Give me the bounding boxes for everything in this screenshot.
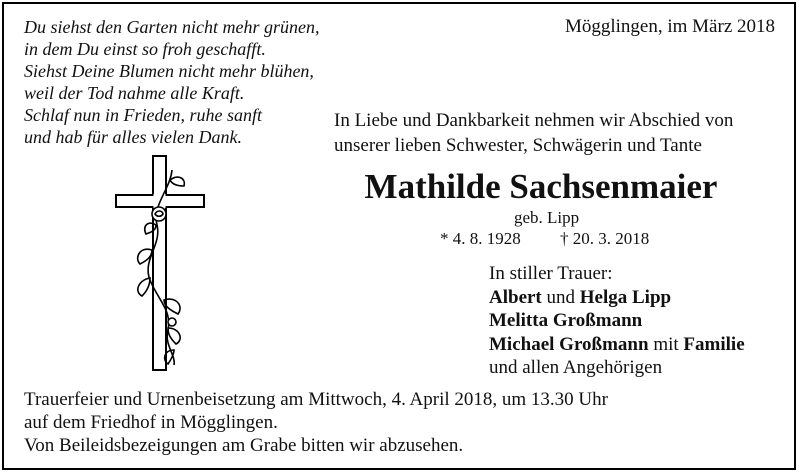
mourner-name: Melitta Großmann xyxy=(489,310,643,331)
mourners xyxy=(489,262,789,380)
footer-line: Trauerfeier und Urnenbeisetzung am Mittwoch, 4. April 2018, um 13.30 Uhr xyxy=(24,389,608,410)
poem-line: Siehst Deine Blumen nicht mehr blühen, xyxy=(24,61,314,81)
poem xyxy=(24,16,344,148)
footer-text xyxy=(24,388,724,457)
mourners-heading: In stiller Trauer: xyxy=(489,263,613,284)
mourner-name: Michael Großmann xyxy=(489,333,649,355)
intro-line: In Liebe und Dankbarkeit nehmen wir Abschied von xyxy=(334,110,734,131)
mourner-name: Albert xyxy=(489,286,542,308)
maiden-name: geb. Lipp xyxy=(514,208,580,227)
mourner-line xyxy=(489,286,789,310)
cross-with-rose-icon xyxy=(112,150,208,376)
connector-text: und xyxy=(541,286,580,308)
poem-line: weil der Tod nahme alle Kraft. xyxy=(24,83,245,103)
connector-text: mit xyxy=(648,333,684,355)
deceased-name: Mathilde Sachsenmaier xyxy=(364,167,718,206)
poem-line: in dem Du einst so froh geschafft. xyxy=(24,39,266,59)
poem-line: Schlaf nun in Frieden, ruhe sanft xyxy=(24,105,262,125)
mourner-name: Helga Lipp xyxy=(579,286,672,308)
death-date: † 20. 3. 2018 xyxy=(560,229,650,248)
mourner-name: Familie xyxy=(683,333,745,355)
poem-line: und hab für alles vielen Dank. xyxy=(24,127,242,147)
mourner-line xyxy=(489,333,789,357)
place-date: Mögglingen, im März 2018 xyxy=(564,16,775,37)
footer-line: Von Beileidsbezeigungen am Grabe bitten wir abzusehen. xyxy=(24,435,464,456)
mourner-line: und allen Angehörigen xyxy=(489,357,663,378)
footer-line: auf dem Friedhof in Mögglingen. xyxy=(24,412,278,433)
intro-line: unserer lieben Schwester, Schwägerin und Tante xyxy=(334,135,702,156)
birth-date: * 4. 8. 1928 xyxy=(440,229,521,248)
poem-line: Du siehst den Garten nicht mehr grünen, xyxy=(24,17,320,37)
mourner-line xyxy=(489,309,789,333)
intro-text xyxy=(334,108,784,158)
